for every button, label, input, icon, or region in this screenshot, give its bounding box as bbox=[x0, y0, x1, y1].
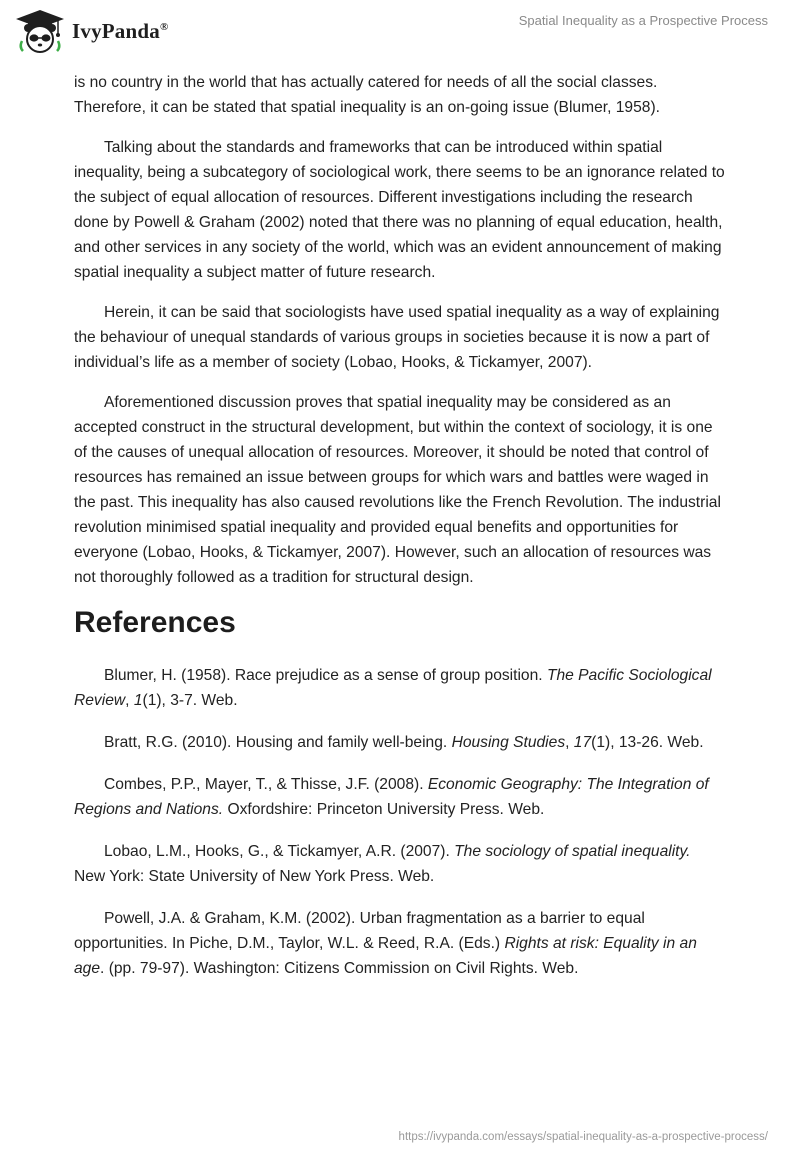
reference-item: Blumer, H. (1958). Race prejudice as a sense of group position. The Pacific Sociological Review, 1(1), 3-7. Web. bbox=[74, 667, 712, 709]
brand-name: IvyPanda® bbox=[72, 18, 169, 43]
document-title: Spatial Inequality as a Prospective Process bbox=[518, 13, 768, 28]
ivypanda-logo[interactable] bbox=[14, 8, 168, 54]
references-heading: References bbox=[74, 606, 236, 639]
reference-item: Bratt, R.G. (2010). Housing and family well-being. Housing Studies, 17(1), 13-26. Web. bbox=[104, 734, 704, 751]
page-header bbox=[0, 0, 800, 70]
paragraph: is no country in the world that has actually catered for needs of all the social classes. Therefore, it can be stated that spatial inequality is an on-going issue (Blumer, 1958). bbox=[74, 74, 660, 116]
paragraph: Talking about the standards and frameworks that can be introduced within spatial inequality, being a subcategory of sociological work, there seems to be an ignorance related to the subject of equal allocation of resources. Different investigations including the research done by Powell & Graham (2002) noted that there was no planning of equal education, health, and other services in any society of the world, which was an evident announcement of making spatial inequality a subject matter of future research. bbox=[74, 139, 725, 281]
essay-content bbox=[74, 70, 726, 998]
panda-graduation-cap-icon bbox=[14, 8, 66, 54]
reference-item: Powell, J.A. & Graham, K.M. (2002). Urban fragmentation as a barrier to equal opportunities. In Piche, D.M., Taylor, W.L. & Reed, R.A. (Eds.) Rights at risk: Equality in an age. (pp. 79-97). Washington: Citizens Commission on Civil Rights. Web. bbox=[74, 910, 697, 977]
reference-item: Combes, P.P., Mayer, T., & Thisse, J.F. (2008). Economic Geography: The Integration of Regions and Nations. Oxfordshire: Princeton University Press. Web. bbox=[74, 776, 709, 818]
reference-item: Lobao, L.M., Hooks, G., & Tickamyer, A.R. (2007). The sociology of spatial inequality. New York: State University of New York Press. Web. bbox=[74, 843, 691, 885]
paragraph: Aforementioned discussion proves that spatial inequality may be considered as an accepted construct in the structural development, but within the context of sociology, it is one of the causes of unequal allocation of resources. Moreover, it should be noted that control of resources has remained an issue between groups for which wars and battles were waged in the past. This inequality has also caused revolutions like the French Revolution. The industrial revolution minimised spatial inequality and provided equal benefits and opportunities for everyone (Lobao, Hooks, & Tickamyer, 2007). However, such an allocation of resources was not thoroughly followed as a tradition for structural design. bbox=[74, 394, 721, 586]
source-url-link[interactable]: https://ivypanda.com/essays/spatial-inequality-as-a-prospective-process/ bbox=[398, 1131, 768, 1143]
paragraph: Herein, it can be said that sociologists have used spatial inequality as a way of explaining the behaviour of unequal standards of various groups in societies because it is now a part of individual’s life as a member of society (Lobao, Hooks, & Tickamyer, 2007). bbox=[74, 304, 720, 371]
